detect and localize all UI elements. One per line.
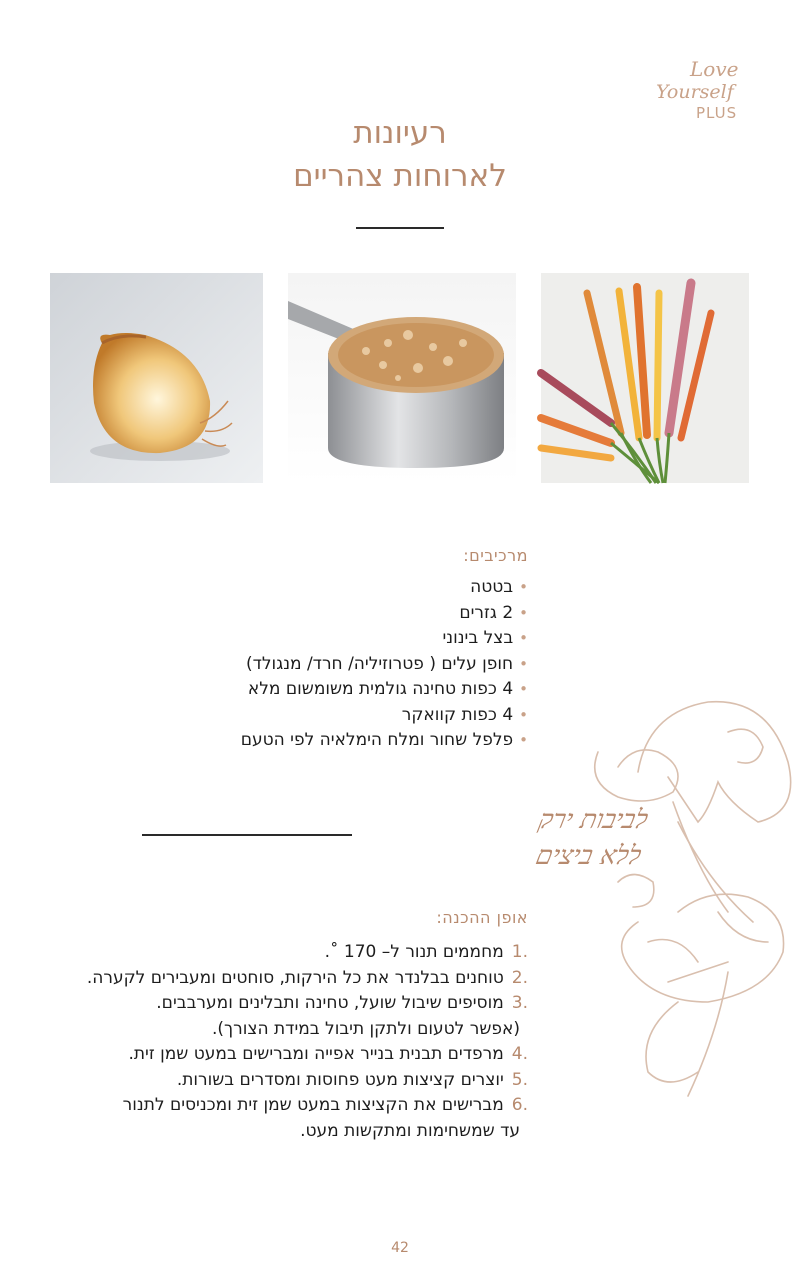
list-item: •פלפל שחור ומלח הימלאיה לפי הטעם	[240, 730, 528, 750]
list-item: .1מחממים תנור ל– 170 ˚.	[324, 942, 528, 962]
recipe-script-title	[400, 792, 651, 872]
bullet-icon: •	[519, 629, 528, 647]
carrots-photo	[541, 273, 749, 483]
list-item: •4 כפות קוואקר	[401, 704, 528, 725]
logo-line3: PLUS	[696, 104, 738, 122]
list-item: .4מרפדים תבנית בנייר אפייה ומברישים במעט שמן זית.	[128, 1044, 528, 1064]
list-item: •בטטה	[470, 577, 528, 597]
list-item: •חופן עלים ( פטרוזיליה/ חרד/ מנגולד)	[245, 653, 528, 674]
script-title-line1: לביבות ירק	[535, 805, 651, 835]
list-item: .2טוחנים בבלנדר את כל הירקות, סוחטים ומעבירים לקערה.	[86, 967, 528, 988]
bullet-icon: •	[519, 578, 528, 596]
bullet-icon: •	[519, 705, 528, 724]
logo-line2: Yourself	[656, 81, 734, 103]
ingredients-heading: מרכיבים:	[463, 546, 528, 565]
oats-photo	[288, 273, 516, 483]
bullet-icon: •	[519, 680, 528, 698]
list-item: (אפשר לטעום ולתקן תיבול במידת הצורך).	[212, 1018, 520, 1039]
monstera-leaf-illustration	[578, 672, 800, 1096]
method-heading: אופן ההכנה:	[436, 908, 528, 927]
list-item: •4 כפות טחינה גולמית משומשום מלא	[247, 679, 528, 699]
bullet-icon: •	[519, 603, 528, 622]
list-item: .5יוצרים קציצות מעט פחוסות ומסדרים בשורות.	[176, 1069, 528, 1090]
list-item: .6מברישים את הקציצות במעט שמן זית ומכניסים לתנור	[122, 1095, 528, 1115]
ingredients-list	[68, 575, 528, 754]
title-divider	[356, 227, 444, 229]
list-item: עד שמשחימות ומתקשות מעט.	[300, 1120, 520, 1141]
bullet-icon: •	[519, 654, 528, 673]
onion-photo	[50, 273, 263, 483]
page-title-line1: רעיונות	[353, 115, 447, 151]
page-title-line2: לארוחות צהריים	[293, 158, 507, 194]
method-list	[8, 940, 528, 1144]
list-item: .3מוסיפים שיבול שועל, טחינה ותבלינים ומערבבים.	[156, 993, 528, 1013]
script-title-line2: ללא ביצים	[533, 841, 644, 871]
page-number: 42	[391, 1240, 409, 1256]
script-title-divider	[142, 834, 352, 836]
list-item: •2 גזרים	[459, 602, 528, 623]
bullet-icon: •	[519, 731, 528, 749]
list-item: •בצל בינוני	[442, 628, 528, 648]
logo-line1: Love	[690, 57, 739, 81]
